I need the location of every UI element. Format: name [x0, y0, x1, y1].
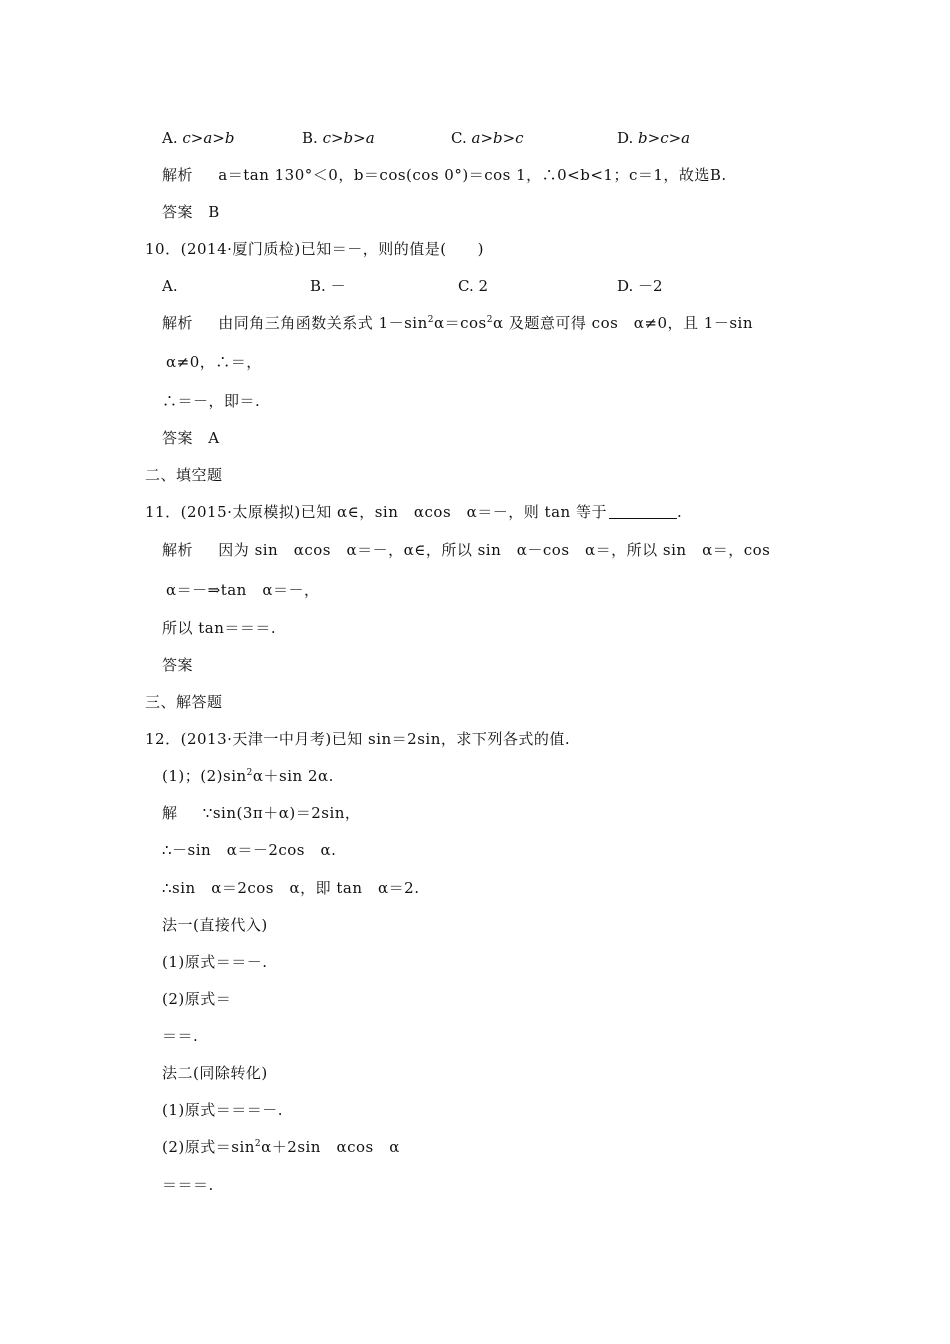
question-text: 11．(2015·太原模拟)已知 α∈，sin αcos α＝－，则 tan 等于	[145, 503, 607, 521]
solution-text: (2)原式＝sin	[162, 1138, 255, 1156]
section-fill-in-heading: 二、填空题	[145, 466, 223, 484]
analysis-text: α 及题意可得 cos α≠0，且 1－sin	[493, 314, 754, 332]
answer-value: B	[208, 203, 220, 221]
superscript: 2	[427, 315, 434, 325]
answer-label: 答案	[162, 656, 194, 674]
solution-text: ∵sin(3π＋α)＝2sin，	[202, 804, 361, 822]
solution-text: α＋2sin αcos α	[261, 1138, 400, 1156]
q9-option-d	[617, 128, 690, 148]
option-text: －2	[638, 277, 663, 295]
question-text: (1)；(2)sin	[162, 767, 247, 785]
question-text: α＋sin 2α.	[252, 767, 334, 785]
q11-analysis-line2: α＝－⇒tan α＝－，	[166, 581, 320, 599]
option-text: 2	[478, 277, 489, 295]
method1-part1: (1)原式＝＝－.	[162, 953, 268, 971]
analysis-text: a＝tan 130°＜0，b＝cos(cos 0°)＝cos 1，∴0<b<1；c＝1，故选B.	[218, 166, 727, 184]
section-solution-heading: 三、解答题	[145, 693, 223, 711]
answer-value: A	[208, 429, 220, 447]
question-text: .	[676, 503, 683, 521]
superscript: 2	[486, 315, 493, 325]
method2-part1: (1)原式＝＝＝－.	[162, 1101, 284, 1119]
q10-analysis-line1	[162, 313, 753, 333]
option-letter: D.	[617, 129, 634, 147]
method1-title: 法一(直接代入)	[162, 916, 268, 934]
method2-part2-result: ＝＝＝.	[162, 1176, 214, 1194]
q12-parts	[162, 766, 334, 786]
q11-answer	[162, 655, 193, 675]
analysis-label: 解析	[162, 166, 194, 184]
q9-option-b	[302, 128, 375, 148]
option-letter: B.	[302, 129, 318, 147]
q11-analysis-line3: 所以 tan＝＝＝.	[162, 619, 277, 637]
q11-stem	[145, 502, 682, 522]
analysis-text: 因为 sin αcos α＝－，α∈，所以 sin α－cos α＝，所以 sin α＝，cos	[218, 541, 771, 559]
superscript: 2	[254, 1139, 262, 1149]
option-letter: A.	[162, 277, 178, 295]
q10-option-a	[162, 276, 178, 296]
method1-part2: (2)原式＝	[162, 990, 232, 1008]
q9-analysis	[162, 165, 727, 185]
q10-analysis-line2: α≠0，∴＝，	[166, 353, 262, 371]
q12-stem: 12．(2013·天津一中月考)已知 sin＝2sin，求下列各式的值.	[145, 730, 571, 748]
q9-option-a	[162, 128, 234, 148]
option-letter: C.	[451, 129, 467, 147]
q11-analysis-line1	[162, 540, 770, 560]
option-text: －	[330, 277, 346, 295]
answer-label: 答案	[162, 203, 194, 221]
option-letter: C.	[458, 277, 474, 295]
q12-solution-line1	[162, 803, 360, 823]
option-text: c>a>b	[182, 129, 235, 147]
q12-solution-line3: ∴sin α＝2cos α，即 tan α＝2.	[162, 879, 420, 897]
q12-solution-line2: ∴－sin α＝－2cos α.	[162, 841, 337, 859]
superscript: 2	[246, 768, 253, 778]
solution-label: 解	[162, 804, 178, 822]
analysis-text: α＝cos	[434, 314, 487, 332]
analysis-text: 由同角三角函数关系式 1－sin	[218, 314, 428, 332]
q10-option-b	[310, 276, 346, 296]
answer-blank	[609, 504, 677, 519]
q10-option-c	[458, 276, 488, 296]
q10-stem: 10．(2014·厦门质检)已知＝－，则的值是( )	[145, 240, 484, 258]
method2-title: 法二(同除转化)	[162, 1064, 268, 1082]
analysis-label: 解析	[162, 541, 194, 559]
option-text: c>b>a	[322, 129, 375, 147]
q9-option-c	[451, 128, 524, 148]
option-text: b>c>a	[638, 129, 691, 147]
option-letter: A.	[162, 129, 178, 147]
q10-option-d	[617, 276, 663, 296]
option-letter: D.	[617, 277, 634, 295]
option-letter: B.	[310, 277, 326, 295]
answer-label: 答案	[162, 429, 194, 447]
option-text: a>b>c	[471, 129, 524, 147]
method1-part2-result: ＝＝.	[162, 1027, 199, 1045]
analysis-label: 解析	[162, 314, 194, 332]
q9-answer	[162, 202, 220, 222]
method2-part2	[162, 1137, 400, 1157]
q10-analysis-line3: ∴＝－，即＝.	[162, 392, 261, 410]
q10-answer	[162, 428, 220, 448]
